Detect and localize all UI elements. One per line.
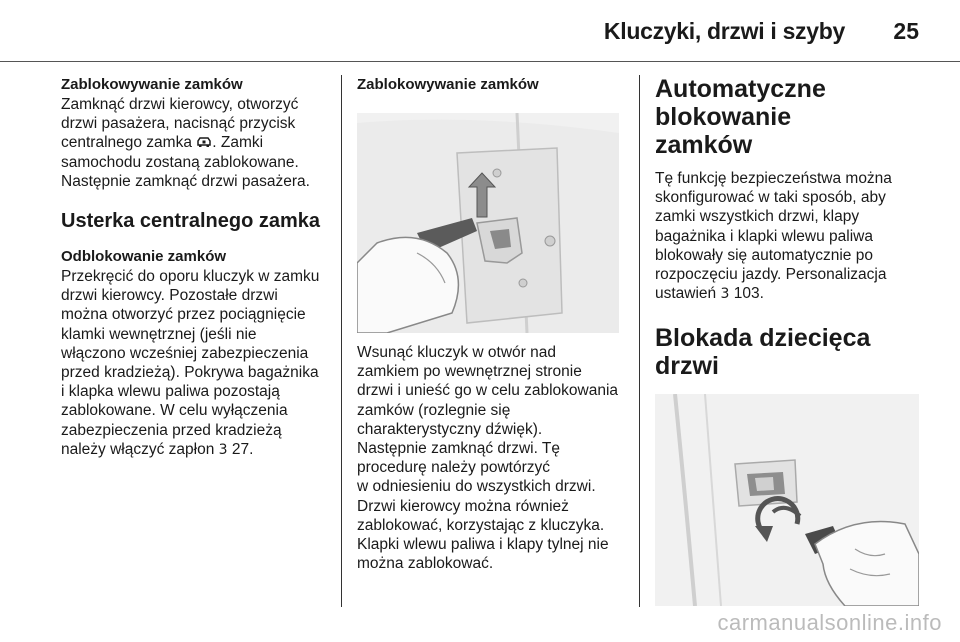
heading-line: zamków (655, 131, 753, 159)
text-span: centralnego zamka (61, 134, 192, 152)
watermark: carmanualsonline.info (717, 610, 942, 635)
text-line: i klapka wlewu paliwa pozostają (61, 383, 280, 401)
page-title: Kluczyki, drzwi i szyby (603, 18, 845, 44)
text-line: zabezpieczenia przed kradzieżą (61, 421, 282, 439)
text-line: drzwi pasażera, nacisnąć przycisk (61, 115, 296, 133)
text-line: zamków (rozlegnie się (357, 401, 511, 419)
text-line: zablokowane. W celu wyłączenia (61, 402, 288, 420)
car-lock-icon (196, 135, 212, 148)
child-lock-illustration (655, 394, 919, 606)
heading-line: Automatyczne blokowanie (655, 75, 826, 131)
text-line: drzwi i unieść go w celu zablokowania (357, 382, 619, 400)
page-reference-link[interactable]: 103. (733, 285, 764, 303)
text-line: drzwi kierowcy. Pozostałe drzwi (61, 287, 278, 305)
column-divider-2 (639, 75, 640, 607)
central-lock-fault-heading: Usterka centralnego zamka (61, 210, 321, 233)
text-line (61, 440, 331, 460)
page-reference-icon[interactable]: 3 (218, 441, 228, 458)
text-line (655, 284, 925, 304)
text-span: . Zamki (212, 134, 264, 152)
text-line: Drzwi kierowcy można również (357, 497, 569, 515)
page-header (0, 0, 960, 58)
text-line: włączono wcześniej zabezpieczenia (61, 344, 309, 362)
column-3 (655, 75, 925, 606)
column-divider-1 (341, 75, 342, 607)
text-line: Przekręcić do oporu kluczyk w zamku (61, 268, 320, 286)
text-line (61, 133, 331, 152)
text-line: w odniesieniu do wszystkich drzwi. (357, 478, 596, 496)
locking-instructions (357, 343, 627, 573)
text-line: skonfigurować w taki sposób, aby (655, 189, 886, 207)
text-line: procedurę należy powtórzyć (357, 459, 550, 477)
text-line: Tę funkcję bezpieczeństwa można (655, 170, 892, 187)
locking-subheading: Zablokowywanie zamków (61, 76, 243, 93)
automatic-locking-heading (655, 75, 925, 159)
text-line: rozpoczęciu jazdy. Personalizacja (655, 266, 887, 284)
column-1 (61, 75, 331, 460)
text-line: bagażnika i klapki wlewu paliwa (655, 227, 873, 245)
text-line: można zablokować. (357, 555, 494, 573)
page-reference-icon[interactable]: 3 (720, 286, 730, 303)
text-line: Następnie zamknąć drzwi pasażera. (61, 172, 310, 190)
locking-subheading-2: Zablokowywanie zamków (357, 76, 539, 93)
text-line: zamki wszystkich drzwi, klapy (655, 208, 860, 226)
text-line: klamki wewnętrznej (jeśli nie (61, 325, 257, 343)
text-line: samochodu zostaną zablokowane. (61, 153, 299, 171)
child-lock-heading: Blokada dziecięca drzwi (655, 324, 871, 381)
page-reference-link[interactable]: 27. (231, 440, 254, 458)
text-line: Następnie zamknąć drzwi. Tę (357, 440, 561, 458)
text-line: można otworzyć przez pociągnięcie (61, 306, 306, 324)
text-span: ustawień (655, 285, 717, 303)
column-2 (357, 75, 627, 573)
text-line: Zamknąć drzwi kierowcy, otworzyć (61, 96, 299, 113)
locking-paragraph (61, 95, 331, 191)
automatic-locking-paragraph (655, 169, 925, 304)
page-number: 25 (893, 18, 919, 44)
text-line: blokowały się automatycznie po (655, 246, 873, 264)
text-line: charakterystyczny dźwięk). (357, 420, 543, 438)
header-divider (0, 61, 960, 62)
unlocking-paragraph (61, 267, 331, 460)
unlocking-subheading: Odblokowanie zamków (61, 248, 227, 266)
text-line: Wsunąć kluczyk w otwór nad (357, 344, 556, 361)
text-line: przed kradzieżą). Pokrywa bagażnika (61, 364, 319, 382)
text-line: zamkiem po wewnętrznej stronie (357, 363, 582, 381)
door-lock-illustration (357, 113, 619, 333)
text-line: zablokować, korzystając z kluczyka. (357, 516, 605, 534)
text-line: Klapki wlewu paliwa i klapy tylnej nie (357, 536, 609, 554)
text-span: należy włączyć zapłon (61, 440, 215, 458)
